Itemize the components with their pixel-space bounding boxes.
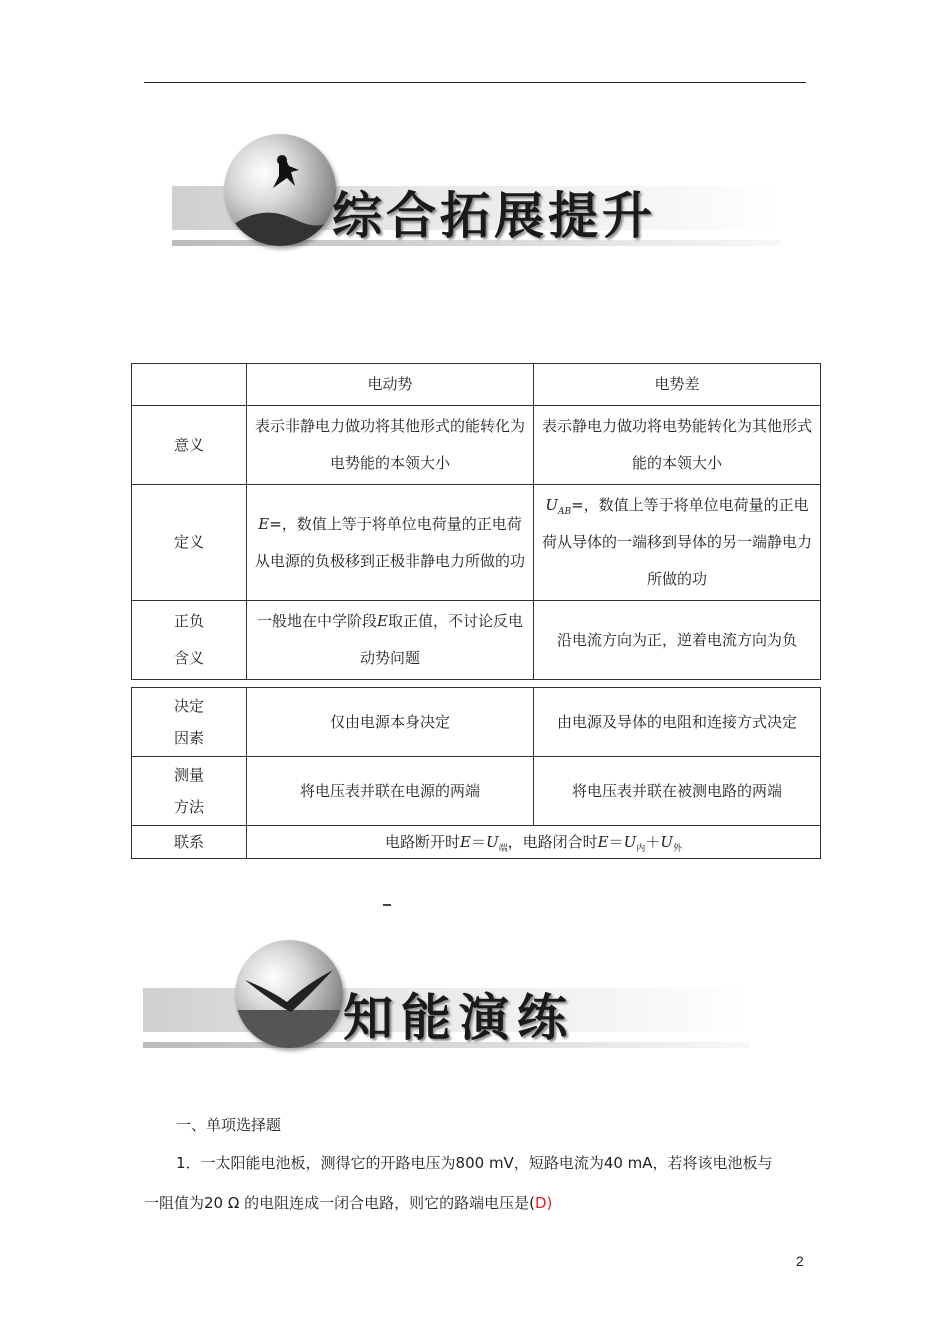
table-cell: 沿电流方向为正，逆着电流方向为负 [534,601,821,680]
math-symbol: U [623,833,637,851]
table-row [132,485,821,601]
banner-knowledge-practice [143,932,749,1056]
bird-photo-icon [235,940,343,1048]
header-rule [144,82,806,83]
math-operator: ＋ [645,833,661,851]
banner-comprehensive-extension [172,128,780,256]
math-symbol: E [597,833,609,851]
table-header-cell: 电势差 [534,364,821,406]
math-subscript: 端 [498,844,508,854]
math-symbol: U [485,833,499,851]
row-label-line: 因素 [173,729,204,747]
table-cell [534,485,821,601]
row-label-line: 含义 [173,649,204,667]
stray-mark [383,904,391,906]
math-symbol: E [460,833,471,851]
question-1-line-2 [144,1192,552,1213]
math-symbol: E [377,612,388,630]
row-label: 意义 [132,406,247,485]
page-number: 2 [796,1253,804,1269]
math-operator: ＝ [470,833,486,851]
math-symbol: U [660,833,673,851]
comparison-table-1 [131,363,821,680]
row-label-line: 测量 [173,766,204,784]
math-operator: ＝ [608,833,624,851]
table-row [132,406,821,485]
math-subscript: 外 [672,844,682,854]
table-cell: 将电压表并联在电源的两端 [247,757,534,826]
table-header-row [132,364,821,406]
banner-title: 知能演练 [343,989,575,1047]
table-cell [247,485,534,601]
table-header-cell [132,364,247,406]
math-subscript: AB [557,507,572,517]
cell-text: ，电路闭合时 [507,833,598,851]
runner-photo-icon [224,134,336,246]
comparison-table-2 [131,687,821,859]
section-heading: 一、单项选择题 [176,1116,282,1134]
cell-text: =，数值上等于将单位电荷量的正电荷从电源的负极移到正极非静电力所做的功 [255,514,526,570]
table-cell: 仅由电源本身决定 [247,688,534,757]
row-label-line: 决定 [173,697,204,715]
row-label-line: 方法 [173,798,204,816]
table-row [132,826,821,859]
question-1-line-1: 1．一太阳能电池板，测得它的开路电压为800 mV，短路电流为40 mA，若将该电池板与 [176,1154,773,1172]
cell-text: 一般地在中学阶段 [257,612,378,630]
math-symbol: E [258,514,270,533]
row-label [132,688,247,757]
table-cell: 由电源及导体的电阻和连接方式决定 [534,688,821,757]
table-cell: 表示非静电力做功将其他形式的能转化为电势能的本领大小 [247,406,534,485]
table-header-cell: 电动势 [247,364,534,406]
row-label [132,757,247,826]
row-label: 联系 [132,826,247,859]
banner-title: 综合拓展提升 [332,187,656,245]
question-close-paren: ) [546,1194,553,1212]
table-row [132,688,821,757]
answer-choice: D [534,1194,547,1212]
table-row [132,757,821,826]
row-label: 定义 [132,485,247,601]
relation-cell [247,826,821,859]
math-subscript: 内 [636,844,646,854]
cell-text: 取正值，不讨论反电动势问题 [359,612,523,667]
table-cell [247,601,534,680]
table-cell: 表示静电力做功将电势能转化为其他形式能的本领大小 [534,406,821,485]
math-symbol: U [545,496,558,514]
row-label [132,601,247,680]
question-text: 一阻值为20 Ω 的电阻连成一闭合电路，则它的路端电压是( [144,1194,535,1212]
table-row [132,601,821,680]
cell-text: =，数值上等于将单位电荷量的正电荷从导体的一端移到导体的另一端静电力所做的功 [542,496,813,588]
table-cell: 将电压表并联在被测电路的两端 [534,757,821,826]
row-label-line: 正负 [173,612,204,630]
cell-text: 电路断开时 [385,833,461,851]
